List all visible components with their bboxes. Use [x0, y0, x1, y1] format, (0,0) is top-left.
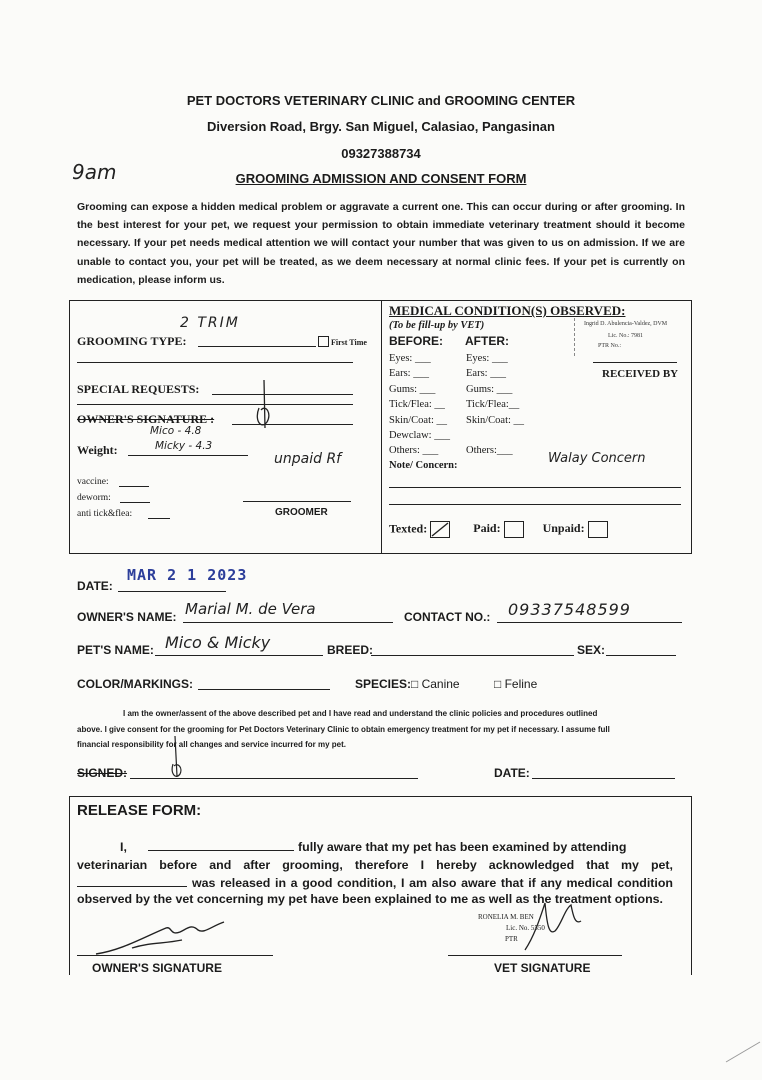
before-gums[interactable]: Gums: ___	[389, 383, 436, 395]
page-corner-mark	[724, 1036, 762, 1066]
species-feline-option[interactable]: □ Feline	[494, 677, 538, 691]
unpaid-note: unpaid Rf	[274, 451, 342, 467]
texted-checkbox[interactable]	[430, 521, 450, 538]
release-line3-suffix: was released in a good condition, I am also aware that if any medical condition	[192, 876, 673, 890]
weight-label: Weight:	[77, 443, 118, 457]
owner-signature-scribble	[252, 378, 276, 440]
before-list	[389, 351, 469, 459]
vet-signature-label: VET SIGNATURE	[494, 961, 591, 975]
after-gums[interactable]: Gums: ___	[466, 383, 513, 395]
owner-name-value[interactable]: Marial M. de Vera	[185, 600, 316, 618]
medical-subtitle: (To be fill-up by VET)	[389, 320, 485, 331]
pet-name-value[interactable]: Mico & Micky	[165, 633, 271, 652]
groomer-label: GROOMER	[275, 507, 328, 518]
before-tick-flea[interactable]: Tick/Flea: __	[389, 399, 445, 411]
after-skin-coat[interactable]: Skin/Coat: __	[466, 414, 525, 426]
vet-release-signature	[515, 895, 585, 955]
first-time-checkbox[interactable]	[318, 336, 329, 347]
paid-label: Paid:	[473, 521, 501, 536]
deworm-line[interactable]	[120, 502, 150, 503]
color-markings-line[interactable]	[198, 689, 330, 690]
date-line[interactable]	[118, 591, 226, 592]
vet-stamp-name: Ingrid D. Abulencia-Valdez, DVM	[584, 321, 668, 327]
sex-line[interactable]	[606, 655, 676, 656]
weight-line[interactable]	[128, 455, 248, 456]
consent-date-line[interactable]	[532, 778, 675, 779]
vet-stamp-lic: Lic. No.: 7981	[608, 333, 643, 339]
intro-paragraph: Grooming can expose a hidden medical problem or aggravate a current one. This can occur during or after grooming. In the best interest for your pet, we request your permission to obtain immediate veterinary treatment should it become necessary. If your pet needs medical attention we will contact your number that was given to us on admission. If we are unable to contact you, your pet will be treated, as we deem necessary at normal clinic fees. If your pet is currently on medication, please inform us.	[77, 201, 685, 286]
grooming-type-line	[198, 346, 316, 347]
weight-value-micky: Micky - 4.3	[155, 440, 213, 452]
paid-checkbox[interactable]	[504, 521, 524, 538]
unpaid-label: Unpaid:	[542, 521, 585, 536]
before-ears[interactable]: Ears: ___	[389, 368, 429, 380]
clinic-phone: 09327388734	[341, 146, 421, 161]
after-others[interactable]: Others:___	[466, 445, 513, 457]
owner-signature-label: OWNER'S SIGNATURE :	[77, 412, 215, 426]
medical-title: MEDICAL CONDITION(S) OBSERVED:	[389, 303, 626, 318]
color-markings-label: COLOR/MARKINGS:	[77, 677, 193, 691]
special-requests-label: SPECIAL REQUESTS:	[77, 382, 200, 396]
special-requests-line-2[interactable]	[77, 404, 353, 405]
species-label: SPECIES:	[355, 677, 412, 691]
signed-line[interactable]	[130, 778, 418, 779]
anti-tick-line[interactable]	[148, 518, 170, 519]
consent-line-1: I am the owner/assent of the above described pet and I have read and understand the clinic policies and procedures outlined	[123, 709, 598, 718]
signed-label: SIGNED:	[77, 766, 128, 780]
before-others[interactable]: Others: ___	[389, 445, 439, 457]
release-line2: veterinarian before and after grooming, therefore I hereby acknowledged that my pet,	[77, 858, 673, 872]
vet-release-stamp-ptr: PTR	[505, 935, 518, 943]
special-requests-line[interactable]	[212, 394, 353, 395]
release-line1-prefix: I,	[120, 840, 127, 854]
owner-signature-release-line[interactable]	[77, 955, 273, 956]
note-line-1[interactable]	[389, 487, 681, 488]
release-name-line[interactable]	[148, 850, 294, 851]
owner-name-line[interactable]	[183, 622, 393, 623]
anti-tick-label: anti tick&flea:	[77, 509, 133, 519]
species-canine-option[interactable]: □ Canine	[411, 677, 460, 691]
release-line1-suffix: fully aware that my pet has been examined by attending	[298, 840, 627, 854]
before-label: BEFORE:	[389, 334, 443, 348]
release-title: RELEASE FORM:	[77, 802, 202, 819]
consent-date-label: DATE:	[494, 766, 530, 780]
breed-label: BREED:	[327, 643, 374, 657]
consent-text	[77, 706, 687, 753]
first-time-label: First Time	[331, 338, 367, 347]
vaccine-label: vaccine:	[77, 477, 109, 487]
received-by-line[interactable]	[593, 362, 677, 363]
vet-release-stamp-lic: Lic. No. 5550	[506, 924, 545, 932]
contact-line[interactable]	[497, 622, 682, 623]
date-stamp: MAR 2 1 2023	[127, 566, 248, 584]
breed-line[interactable]	[371, 655, 574, 656]
pet-name-line[interactable]	[155, 655, 323, 656]
after-eyes[interactable]: Eyes: ___	[466, 353, 508, 364]
vet-signature-line[interactable]	[448, 955, 622, 956]
date-label: DATE:	[77, 579, 113, 593]
pet-name-label: PET'S NAME:	[77, 643, 154, 657]
owner-signature-release-label: OWNER'S SIGNATURE	[92, 961, 222, 975]
before-eyes[interactable]: Eyes: ___	[389, 353, 431, 364]
texted-label: Texted:	[389, 521, 428, 536]
form-title: GROOMING ADMISSION AND CONSENT FORM	[235, 171, 527, 186]
grooming-type-value[interactable]: 2 TRIM	[180, 315, 240, 331]
note-line-2[interactable]	[389, 504, 681, 505]
release-pet-line[interactable]	[77, 886, 187, 887]
after-spacer	[466, 428, 550, 443]
unpaid-checkbox[interactable]	[588, 521, 608, 538]
deworm-label: deworm:	[77, 493, 111, 503]
note-label: Note/ Concern:	[389, 460, 458, 471]
owner-name-label: OWNER'S NAME:	[77, 610, 177, 624]
note-value[interactable]: Walay Concern	[548, 451, 646, 466]
handwritten-time: 9am	[72, 160, 117, 184]
grooming-type-label: GROOMING TYPE:	[77, 334, 187, 348]
received-by-label: RECEIVED BY	[602, 368, 679, 380]
vet-stamp-ptr: PTR No.:	[598, 343, 622, 349]
after-tick-flea[interactable]: Tick/Flea:__	[466, 399, 520, 411]
after-list	[466, 351, 550, 459]
contact-label: CONTACT NO.:	[404, 610, 491, 624]
grooming-extra-line	[77, 362, 353, 363]
contact-value[interactable]: 09337548599	[508, 600, 631, 619]
consent-signature-scribble	[170, 734, 186, 784]
after-ears[interactable]: Ears: ___	[466, 368, 506, 380]
after-label: AFTER:	[465, 334, 509, 348]
before-dewclaw[interactable]: Dewclaw: ___	[389, 430, 450, 442]
consent-line-2: above. I give consent for the grooming for Pet Doctors Veterinary Clinic to obtain emergency treatment for my pet if necessary. I assume full	[77, 724, 610, 734]
payment-row	[389, 521, 608, 538]
before-skin-coat[interactable]: Skin/Coat: __	[389, 414, 448, 426]
vet-release-stamp-name: RONELIA M. BEN	[478, 913, 534, 921]
vaccine-line[interactable]	[119, 486, 149, 487]
owner-release-signature	[92, 918, 232, 960]
panel-divider	[381, 300, 382, 554]
groomer-line[interactable]	[243, 501, 351, 502]
clinic-address: Diversion Road, Brgy. San Miguel, Calasiao, Pangasinan	[207, 119, 555, 134]
owner-signature-line[interactable]	[232, 424, 353, 425]
check-mark-icon	[431, 522, 449, 537]
sex-label: SEX:	[577, 643, 606, 657]
release-line4: observed by the vet concerning my pet have been explained to me as well as the treatment options.	[77, 892, 663, 906]
weight-value-mico: Mico - 4.8	[150, 425, 202, 437]
consent-line-3: financial responsibility for all changes and service incurred for my pet.	[77, 740, 346, 749]
clinic-name: PET DOCTORS VETERINARY CLINIC and GROOMING CENTER	[186, 93, 576, 108]
